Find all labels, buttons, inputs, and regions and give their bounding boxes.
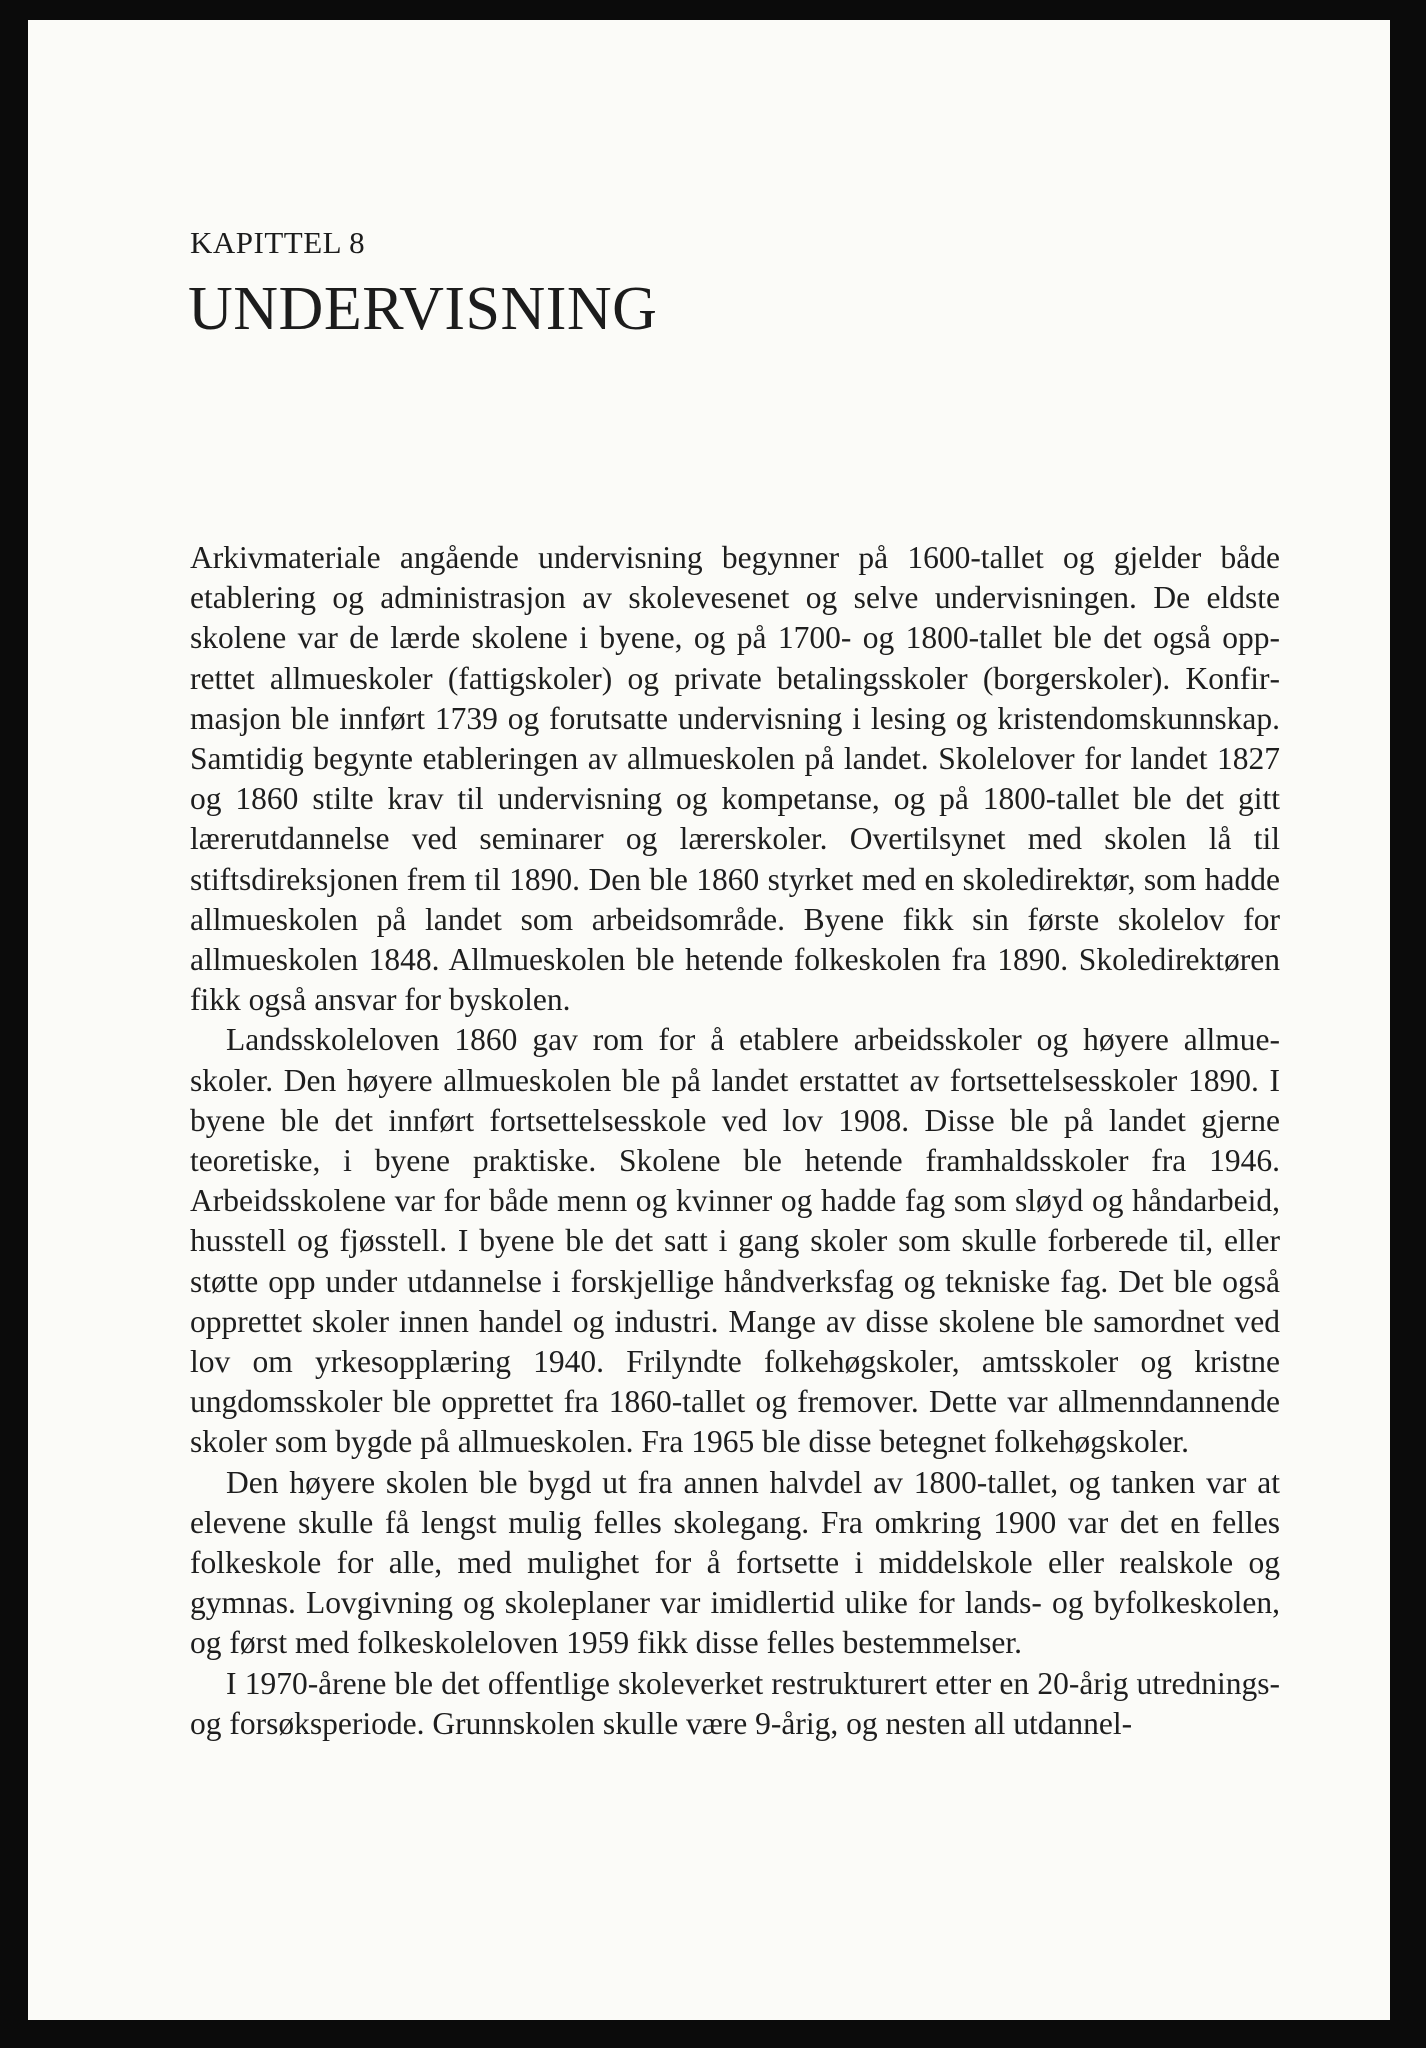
paragraph: Landsskoleloven 1860 gav rom for å etablere arbeidsskoler og høyere allmueskoler. Den høyere allmueskolen ble på landet erstattet av fortsettelsesskoler 1890. I byene ble det innført fortsettelsesskole ved lov 1908. Disse ble på landet gjerne teoretiske, i byene praktiske. Skolene ble hetende framhaldsskoler fra 1946. Arbeidsskolene var for både menn og kvinner og hadde fag som sløyd og håndarbeid, husstell og fjøsstell. I byene ble det satt i gang skoler som skulle forberede til, eller støtte opp under utdannelse i forskjellige håndverksfag og tekniske fag. Det ble også opprettet skoler innen handel og industri. Mange av disse skolene ble samordnet ved lov om yrkesopplæring 1940. Frilyndte folkehøgskoler, amtsskoler og kristne ungdomsskoler ble opprettet fra 1860-tallet og fremover. Dette var allmenndannende skoler som bygde på allmueskolen. Fra 1965 ble disse betegnet folkehøgskoler. [190,1022,1280,1460]
chapter-title: UNDERVISNING [188,275,658,343]
body-text [190,538,1280,1744]
paragraph: Den høyere skolen ble bygd ut fra annen halvdel av 1800-tallet, og tanken var at elevene skulle få lengst mulig felles skolegang. Fra omkring 1900 var det en felles folkeskole for alle, med mulighet for å fortsette i middelskole eller realskole og gymnas. Lovgivning og skoleplaner var imidlertid ulike for lands- og byfolkeskolen, og først med folkeskoleloven 1959 fikk disse felles bestemmelser. [190,1464,1280,1661]
document-page [28,20,1390,2020]
chapter-label: KAPITTEL 8 [190,225,366,260]
paragraph: I 1970-årene ble det offentlige skoleverket restrukturert etter en 20-årig utrednings- og forsøksperiode. Grunnskolen skulle være 9-årig, og nesten all utdannel- [190,1665,1280,1741]
paragraph: Arkivmateriale angående undervisning begynner på 1600-tallet og gjelder både etablering og administrasjon av skolevesenet og selve undervisningen. De eldste skolene var de lærde skolene i byene, og på 1700- og 1800-tallet ble det også opprettet allmueskoler (fattigskoler) og private betalingsskoler (borgerskoler). Konfirmasjon ble innført 1739 og forutsatte undervisning i lesing og kristendomskunnskap. Samtidig begynte etableringen av allmueskolen på landet. Skolelover for landet 1827 og 1860 stilte krav til undervisning og kompetanse, og på 1800-tallet ble det gitt lærerutdannelse ved seminarer og lærerskoler. Overtilsynet med skolen lå til stiftsdireksjonen frem til 1890. Den ble 1860 styrket med en skoledirektør, som hadde allmueskolen på landet som arbeidsområde. Byene fikk sin første skolelov for allmueskolen 1848. Allmueskolen ble hetende folkeskolen fra 1890. Skoledirektøren fikk også ansvar for byskolen. [190,540,1280,1018]
